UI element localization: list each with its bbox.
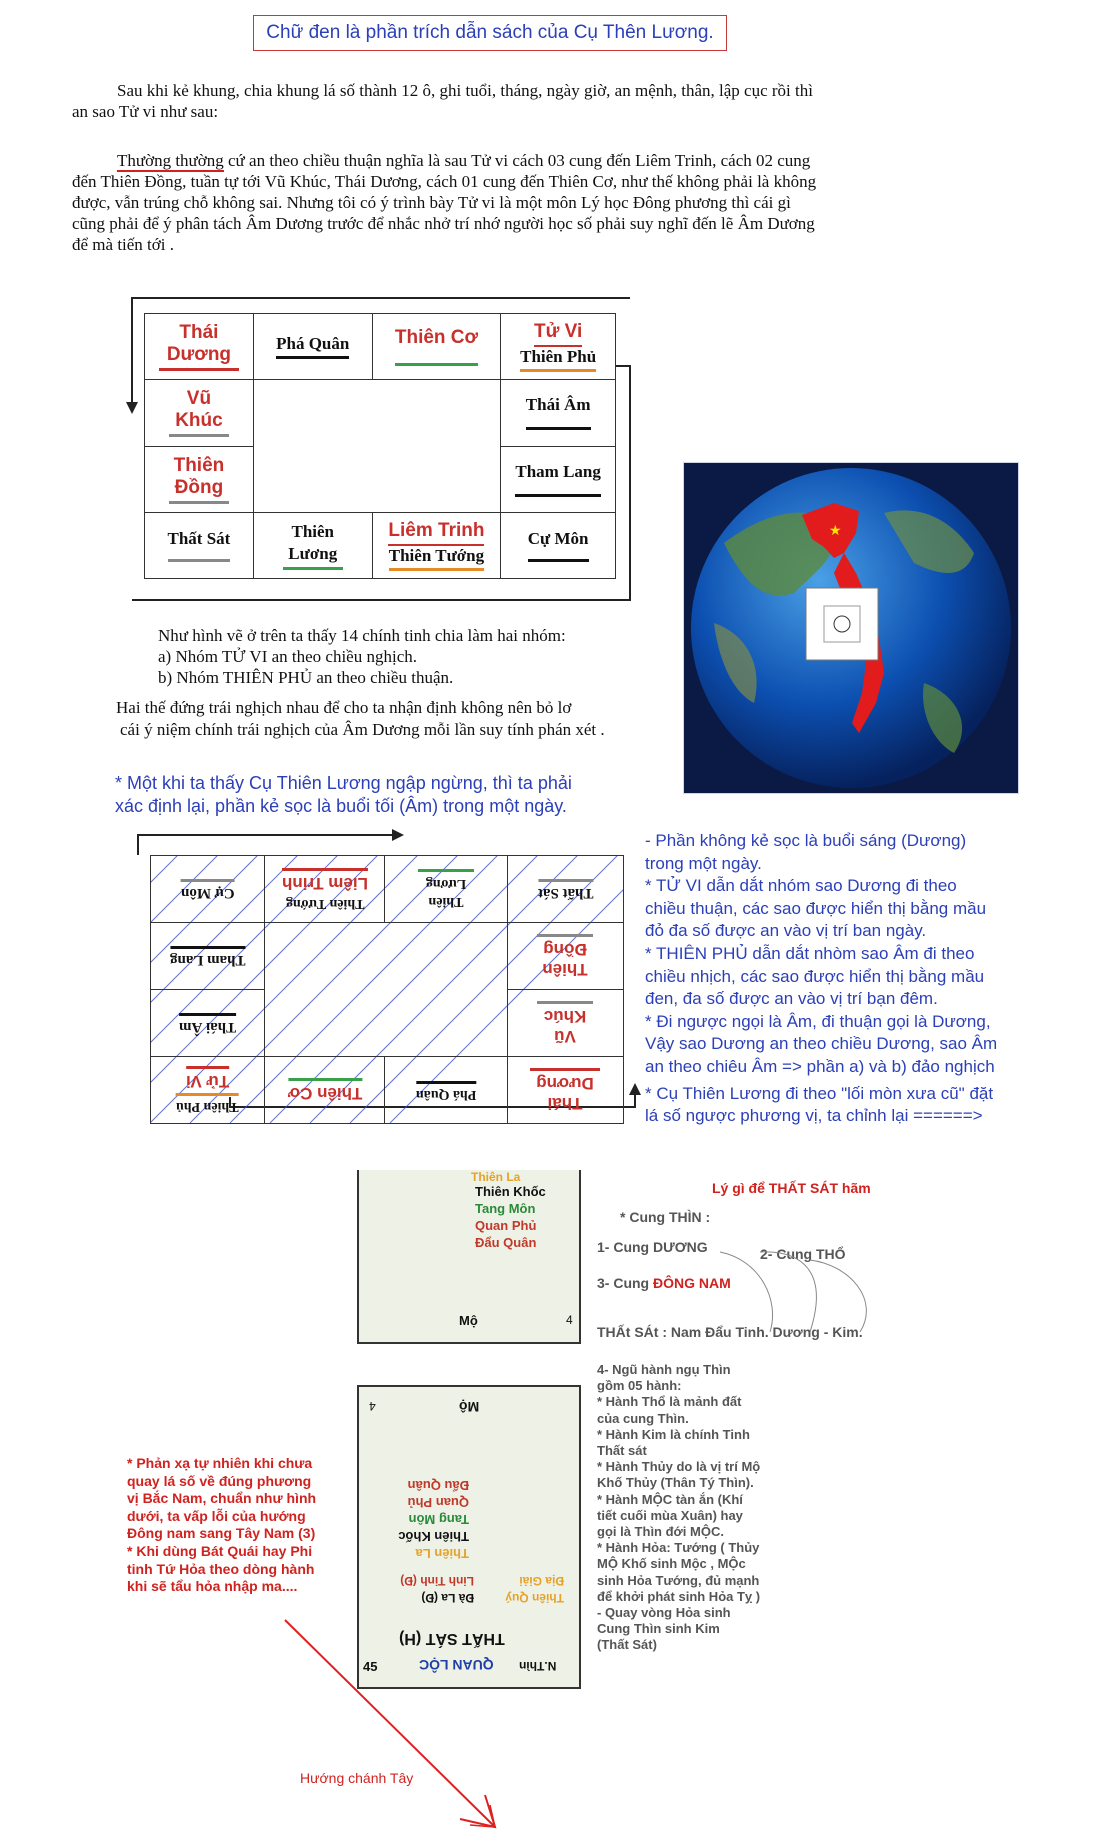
- right-note-9: Vậy sao Dương an theo chiều Dương, sao Âm: [645, 1034, 998, 1054]
- cung-2: 2- Cung THỔ: [760, 1246, 846, 1262]
- lr-0: * Phản xạ tự nhiên khi chưa: [127, 1455, 313, 1471]
- globe-svg: [684, 463, 1018, 793]
- m-cu-mon: Cự Môn: [181, 879, 235, 901]
- cb-quan-loc: QUAN LỘC: [419, 1657, 494, 1673]
- m-thai-am: Thái Âm: [179, 1013, 236, 1035]
- cell-tham-lang: Tham Lang: [515, 462, 601, 497]
- explain-line2: a) Nhóm TỬ VI an theo chiều nghịch.: [158, 647, 418, 666]
- card-top-s4: Đẩu Quân: [475, 1235, 537, 1250]
- blue-note-line2: xác định lại, phần kẻ sọc là buổi tối (Âm) trong một ngày.: [115, 796, 567, 816]
- nh-17: (Thất Sát): [597, 1637, 657, 1653]
- cb-stars-right: [494, 1572, 564, 1606]
- grid2-container: [150, 855, 624, 1123]
- direction-arrow: [280, 1615, 510, 1835]
- lr-1: quay lá số về đúng phương: [127, 1472, 312, 1489]
- right-note-7: đen, đa số được an vào vị trí bạn đêm.: [645, 989, 938, 1009]
- m-thien-dong: Thiên Đồng: [537, 934, 593, 979]
- cb-s9: Thiên Quý: [505, 1591, 564, 1605]
- explain-line5: cái ý niệm chính trái nghịch của Âm Dương mỗi lần suy tính phán xét .: [120, 720, 605, 739]
- right-note-11: * Cụ Thiên Lương đi theo "lối mòn xưa cũ" đặt: [645, 1083, 994, 1103]
- nh-10: gọi là Thìn đới MỘC.: [597, 1524, 724, 1540]
- right-note-0: - Phần không kẻ sọc là buổi sáng (Dương): [645, 831, 967, 850]
- cell-thai-am: Thái Âm: [526, 395, 591, 430]
- m-vu-khuc: Vũ Khúc: [537, 1001, 593, 1046]
- right-note-12: lá số ngược phương vị, ta chỉnh lại ======>: [645, 1106, 983, 1126]
- lr-7: khi sẽ tẩu hỏa nhập ma....: [127, 1578, 298, 1595]
- lr-3: dưới, ta vấp lỗi của hướng: [127, 1507, 306, 1524]
- right-note-1: trong một ngày.: [645, 853, 762, 873]
- nh-16: Cung Thìn sinh Kim: [597, 1621, 720, 1637]
- lr-5: * Khi dùng Bát Quái hay Phi: [127, 1542, 313, 1559]
- nh-12: MỘ Khố sinh Mộc , MỘc: [597, 1556, 746, 1572]
- cell-tu-vi: Tử Vi: [534, 321, 582, 347]
- right-note-3: chiều thuận, các sao được hiển thị bằng mầu: [645, 898, 987, 918]
- cell-thien-luong: Thiên Lương: [283, 521, 343, 570]
- globe-image: [683, 462, 1019, 794]
- cb-num-top: 4: [369, 1399, 376, 1413]
- m-thien-phu: Thiên Phủ: [176, 1093, 239, 1114]
- cung-3b: ĐÔNG NAM: [653, 1275, 731, 1291]
- explain-lines-2: [116, 697, 605, 741]
- explain-line1: Như hình vẽ ở trên ta thấy 14 chính tinh chia làm hai nhóm:: [158, 626, 566, 645]
- cell-cu-mon: Cự Môn: [528, 529, 589, 562]
- grid2-table: [150, 855, 624, 1124]
- m-thien-luong: Thiên Lương: [418, 869, 474, 910]
- cung-1: 1- Cung DƯƠNG: [597, 1239, 708, 1255]
- nh-11: * Hành Hỏa: Tướng ( Thủy: [597, 1540, 760, 1556]
- right-note-2: * TỬ VI dẫn dắt nhóm sao Dương đi theo: [645, 876, 957, 896]
- cung-3a: 3- Cung: [597, 1275, 653, 1291]
- cell-thien-tuong: Thiên Tướng: [389, 546, 484, 571]
- nh-1: gồm 05 hành:: [597, 1378, 682, 1394]
- cell-thai-duong: Thái Dương: [159, 322, 239, 371]
- cb-stars-left: [389, 1477, 469, 1562]
- intro-paragraph: Sau khi kẻ khung, chia khung lá số thành 12 ô, ghi tuổi, tháng, ngày giờ, an mệnh, thân, lập cục rồi thì an sao Tử vi như sau:: [72, 81, 813, 121]
- highlight-lead: Thường thường: [117, 151, 224, 170]
- direction-label: Hướng chánh Tây: [300, 1770, 414, 1786]
- blue-note: [115, 772, 572, 818]
- card-top-cut: Thiên La: [471, 1170, 521, 1184]
- card-top-s1: Thiên Khốc: [475, 1184, 546, 1199]
- palace-card-top: [357, 1170, 581, 1344]
- blue-note-line1: * Một khi ta thấy Cụ Thiên Lương ngập ngừng, thì ta phải: [115, 773, 572, 793]
- right-note-6: chiều nhịch, các sao được hiển thị bằng mầu: [645, 966, 985, 986]
- nh-14: để khởi phát sinh Hỏa Tỵ ): [597, 1588, 761, 1604]
- cb-s4: Thiên Khốc: [398, 1529, 469, 1544]
- nh-2: * Hành Thổ là mảnh đất: [597, 1394, 742, 1410]
- right-notes: [645, 830, 1085, 1128]
- cell-thien-dong: Thiên Đồng: [169, 455, 229, 504]
- card-top-num: 4: [566, 1313, 573, 1327]
- lr-4: Đông nam sang Tây Nam (3): [127, 1525, 316, 1542]
- cell-vu-khuc: Vũ Khúc: [169, 388, 229, 437]
- cung-thin: * Cung THÌN :: [620, 1209, 711, 1225]
- m-tu-vi: Tử Vi: [186, 1066, 229, 1091]
- nh-8: * Hành MỘC tàn ắn (Khí: [597, 1491, 743, 1507]
- explain-line4: Hai thế đứng trái nghịch nhau để cho ta nhận định không nên bỏ lơ: [116, 698, 572, 717]
- cb-s2: Quan Phủ: [407, 1495, 469, 1510]
- cb-s5: Thiên La: [415, 1546, 469, 1561]
- cb-s8: Đà La (Đ): [421, 1591, 474, 1605]
- nh-9: tiết cuối mùa Xuân) hay: [597, 1507, 743, 1523]
- lr-6: tinh Tứ Hỏa theo dòng hành: [127, 1560, 315, 1577]
- cell-pha-quan: Phá Quân: [276, 334, 349, 359]
- card-top-s2: Tang Môn: [475, 1201, 536, 1216]
- cell-thien-co: Thiên Cơ: [395, 327, 478, 366]
- cb-bottom-left: N.Thìn: [519, 1659, 557, 1673]
- explain-line3: b) Nhóm THIÊN PHỦ an theo chiều thuận.: [158, 668, 454, 687]
- m-thien-tuong: Thiên Tướng: [285, 895, 365, 911]
- right-note-4: đỏ đa số được an vào vị trí ban ngày.: [645, 921, 927, 941]
- cb-bottom-num: 45: [363, 1659, 378, 1674]
- card-top-s3: Quan Phủ: [475, 1218, 537, 1233]
- that-sat-title: Lý gì để THẤT SÁT hãm: [712, 1180, 871, 1196]
- right-note-8: * Đi ngược ngọi là Âm, đi thuận gọi là Dương,: [645, 1011, 991, 1031]
- cb-main-star: THẤT SÁT (H): [399, 1630, 505, 1647]
- nh-3: của cung Thìn.: [597, 1410, 689, 1426]
- lr-2: vị Bắc Nam, chuẩn như hình: [127, 1490, 317, 1507]
- cell-thien-phu: Thiên Phủ: [520, 347, 596, 372]
- card-top-stars: [475, 1183, 546, 1251]
- m-that-sat: Thất Sát: [538, 879, 593, 901]
- nh-5: Thất sát: [597, 1443, 647, 1459]
- m-tham-lang: Tham Lang: [170, 946, 245, 968]
- card-top-palace: Mộ: [459, 1313, 478, 1328]
- right-note-10: an theo chiêu Âm => phần a) và b) đảo nghịch: [645, 1056, 995, 1076]
- nh-6: * Hành Thủy do là vị trí Mộ: [597, 1459, 761, 1475]
- ngu-hanh-list: [597, 1362, 827, 1654]
- cb-palace: Mộ: [459, 1399, 480, 1415]
- that-sat-line: THẤt SÁt : Nam Đẩu Tinh. Dương - Kim.: [597, 1324, 863, 1340]
- grid1-table: [144, 313, 616, 579]
- cell-that-sat: Thất Sát: [168, 529, 231, 562]
- cb-s3: Tang Môn: [408, 1512, 469, 1527]
- svg-text:★: ★: [829, 523, 842, 539]
- cb-stars-lower: [379, 1572, 474, 1606]
- nh-15: - Quay vòng Hỏa sinh: [597, 1605, 731, 1621]
- header-note: Chữ đen là phần trích dẫn sách của Cụ Thên Lương.: [253, 15, 727, 51]
- nh-13: sinh Hỏa Tướng, đủ mạnh: [597, 1572, 760, 1588]
- m-liem-trinh: Liêm Trinh: [282, 868, 368, 893]
- paragraph-rest: cứ an theo chiều thuận nghĩa là sau Tử vi cách 03 cung đến Liêm Trinh, cách 02 cung đến Thiên Đồng, tuần tự tới Vũ Khúc, Thái Dương, cách 01 cung đến Thiên Cơ, như thế không phải là không được, vẫn trúng chỗ không sai. Nhưng tôi có ý trình bày Tử vi là một môn Lý học Đông phương thì cái gì cũng phải để ý phân tách Âm Dương trước để nhắc nhở trí nhớ người học số phải suy nghĩ đến lẽ Âm Dương để mà tiến tới .: [72, 151, 817, 254]
- cb-s6: Linh Tinh (Đ): [400, 1574, 474, 1588]
- m-pha-quan: Phá Quân: [416, 1081, 476, 1102]
- nh-0: 4- Ngũ hành ngụ Thìn: [597, 1362, 731, 1377]
- explain-lines: [158, 625, 566, 688]
- right-note-5: * THIÊN PHỦ dẫn dắt nhòm sao Âm đi theo: [645, 943, 975, 963]
- left-red-notes: [127, 1455, 357, 1596]
- cb-s1: Đẩu Quân: [407, 1478, 469, 1493]
- m-thai-duong: Thái Dương: [530, 1068, 600, 1113]
- paragraph-rule: [72, 150, 817, 255]
- nh-7: Khố Thủy (Thân Tý Thìn).: [597, 1475, 754, 1491]
- nh-4: * Hành Kim là chính Tinh: [597, 1426, 750, 1442]
- m-thien-co: Thiên Cơ: [288, 1078, 362, 1103]
- cell-liem-trinh: Liêm Trinh: [388, 520, 484, 546]
- cb-s7: Địa Giải: [519, 1574, 564, 1588]
